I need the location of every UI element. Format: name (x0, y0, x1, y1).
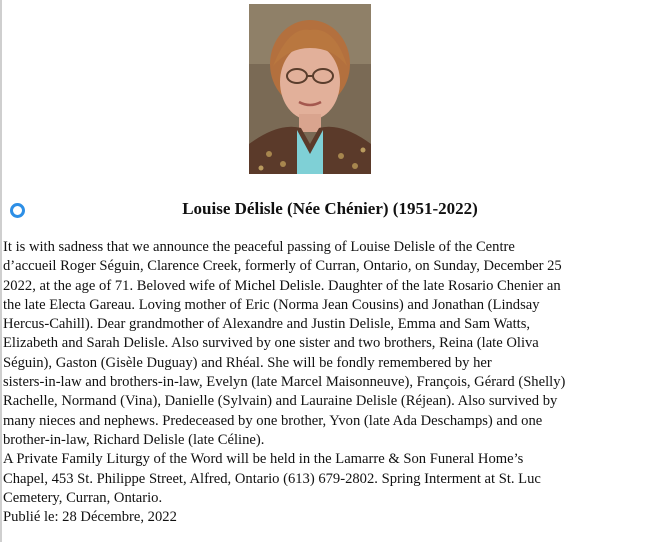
obituary-line: It is with sadness that we announce the peaceful passing of Louise Delisle of the Centre (3, 239, 515, 255)
obituary-line: Elizabeth and Sarah Delisle. Also survived by one sister and two brothers, Reina (late Oliva (3, 335, 539, 352)
obituary-line: the late Electa Gareau. Loving mother of Eric (Norma Jean Cousins) and Jonathan (Lindsay (3, 296, 540, 313)
portrait-illustration (249, 4, 371, 174)
obituary-line: Rachelle, Normand (Vina), Danielle (Sylvain) and Lauraine Delisle (Réjean). Also survived by (3, 393, 558, 410)
portrait-photo (249, 4, 371, 174)
obituary-line: brother-in-law, Richard Delisle (late Céline). (3, 431, 265, 448)
obituary-title: Louise Délisle (Née Chénier) (1951-2022) (182, 199, 478, 218)
obituary-line: many nieces and nephews. Predeceased by one brother, Yvon (late Ada Deschamps) and one (3, 412, 543, 429)
left-border (0, 0, 2, 542)
obituary-line: 2022, at the age of 71. Beloved wife of Michel Delisle. Daughter of the late Rosario Chenier an (3, 277, 561, 294)
published-date: Publié le: 28 Décembre, 2022 (3, 509, 177, 526)
service-info-line: A Private Family Liturgy of the Word will be held in the Lamarre & Son Funeral Home’s (3, 451, 524, 468)
obituary-line: Séguin), Gaston (Gisèle Duguay) and Rhéal. She will be fondly remembered by her (3, 354, 492, 371)
obituary-line: d’accueil Roger Séguin, Clarence Creek, formerly of Curran, Ontario, on Sunday, December 25 (3, 258, 562, 275)
obituary-line: Hercus-Cahill). Dear grandmother of Alexandre and Justin Delisle, Emma and Sam Watts, (3, 316, 531, 333)
obituary-body (3, 238, 650, 527)
service-info-line: Chapel, 453 St. Philippe Street, Alfred, Ontario (613) 679-2802. Spring Interment at St. Luc (3, 470, 541, 487)
service-info-line: Cemetery, Curran, Ontario. (3, 489, 163, 506)
obituary-line: sisters-in-law and brothers-in-law, Evelyn (late Marcel Maisonneuve), François, Gérard (Shelly) (3, 374, 566, 391)
